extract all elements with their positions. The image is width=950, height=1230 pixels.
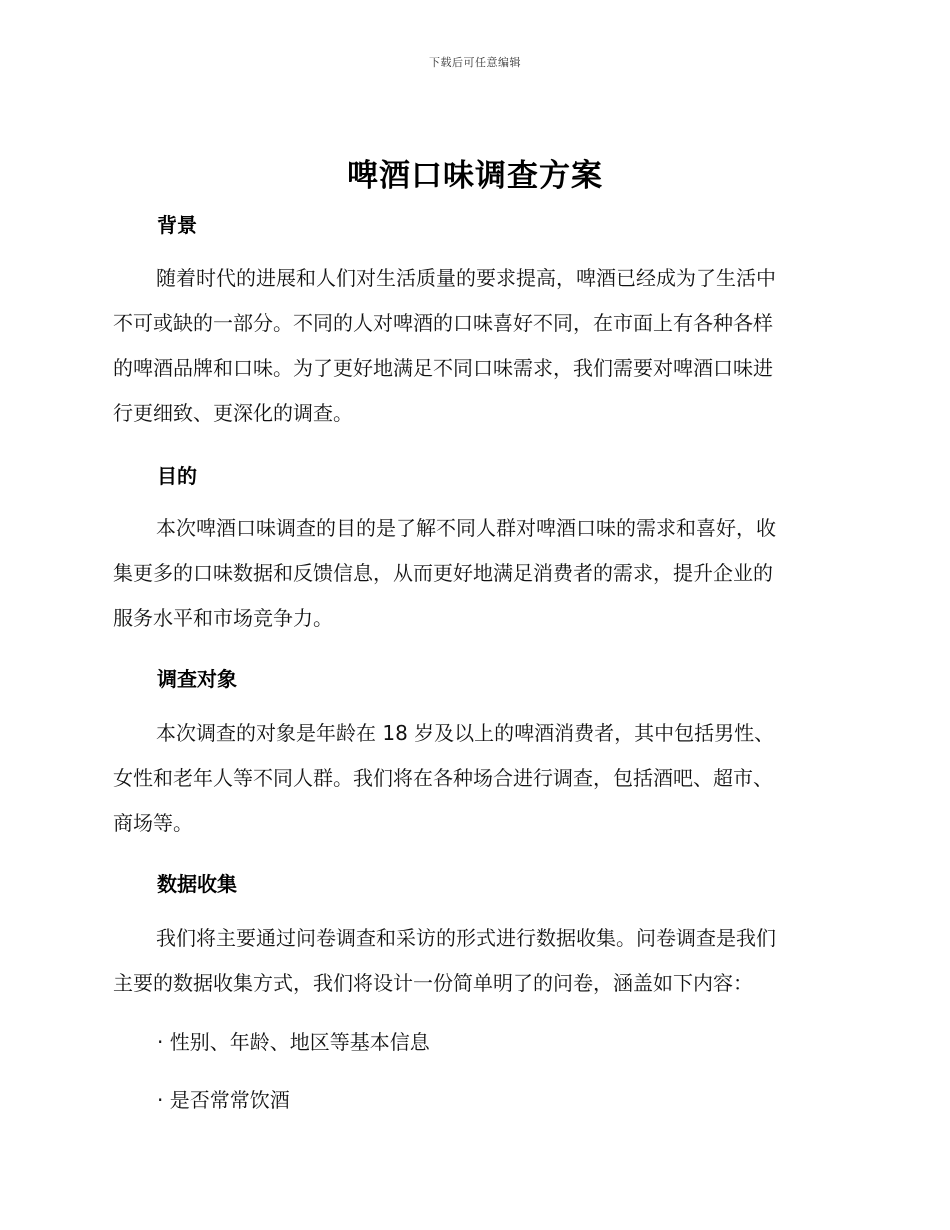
bullet-item: · 是否常常饮酒 (157, 1088, 290, 1112)
document-title: 啤酒口味调查方案 (347, 158, 603, 194)
paragraph-line: 商场等。 (113, 811, 193, 835)
paragraph-line: 主要的数据收集方式，我们将设计一份简单明了的问卷，涵盖如下内容： (113, 971, 753, 995)
paragraph-line: 服务水平和市场竞争力。 (113, 606, 333, 630)
section-heading-purpose: 目的 (157, 464, 197, 488)
paragraph-line: 我们将主要通过问卷调查和采访的形式进行数据收集。问卷调查是我们 (156, 926, 776, 950)
paragraph-line: 女性和老年人等不同人群。我们将在各种场合进行调查，包括酒吧、超市、 (113, 766, 773, 790)
paragraph-line: 本次啤酒口味调查的目的是了解不同人群对啤酒口味的需求和喜好，收 (156, 516, 776, 540)
section-heading-data-collection: 数据收集 (157, 872, 237, 896)
section-paragraph-subjects (113, 711, 833, 846)
paragraph-line: 随着时代的进展和人们对生活质量的要求提高，啤酒已经成为了生活中 (156, 266, 776, 290)
section-heading-subjects: 调查对象 (157, 667, 237, 691)
paragraph-line: 的啤酒品牌和口味。为了更好地满足不同口味需求，我们需要对啤酒口味进 (113, 356, 773, 380)
section-heading-background: 背景 (157, 213, 197, 237)
header-note: 下载后可任意编辑 (429, 56, 521, 69)
section-paragraph-background (113, 256, 833, 436)
section-paragraph-purpose (113, 506, 833, 641)
paragraph-line: 集更多的口味数据和反馈信息，从而更好地满足消费者的需求，提升企业的 (113, 561, 773, 585)
paragraph-line: 本次调查的对象是年龄在 18 岁及以上的啤酒消费者，其中包括男性、 (156, 721, 775, 745)
section-paragraph-data-collection (113, 916, 833, 1006)
bullet-item: · 性别、年龄、地区等基本信息 (157, 1030, 430, 1054)
paragraph-line: 行更细致、更深化的调查。 (113, 401, 353, 425)
paragraph-line: 不可或缺的一部分。不同的人对啤酒的口味喜好不同，在市面上有各种各样 (113, 311, 773, 335)
